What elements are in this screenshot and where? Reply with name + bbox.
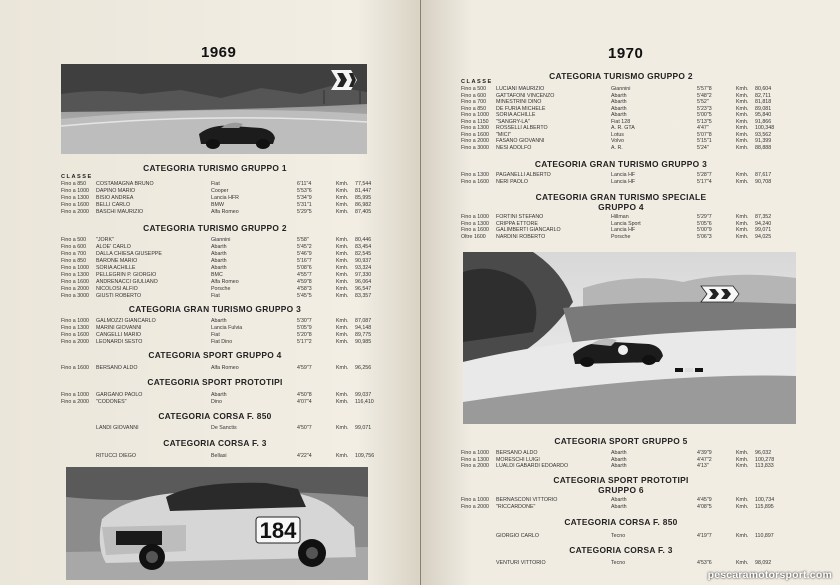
result-row: Fino a 2000 "RICCARDONE" Abarth 4'08"5 Kmh. 115,895 (461, 503, 774, 510)
result-row: Fino a 850 BARONE MARIO Abarth 5'16"7 Kmh. 90,937 (61, 258, 372, 264)
result-row: Fino a 2000 "CODONES" Dino 4'07"4 Kmh. 116,410 (61, 399, 374, 405)
result-row: Fino a 2000 FASANO GIOVANNI Volvo 5'15"1 Kmh. 91,399 (461, 138, 772, 144)
section-title-turismo-gruppo-1: CATEGORIA TURISMO GRUPPO 1 (143, 163, 287, 173)
section-title-corsa-f850: CATEGORIA CORSA F. 850 (158, 411, 272, 421)
result-row: Fino a 1600 BERSANO ALDO Alfa Romeo 4'59"7 Kmh. 96,256 (61, 365, 372, 371)
section-title-turismo-gruppo-2: CATEGORIA TURISMO GRUPPO 2 (143, 223, 287, 233)
photo-race-car-hill (61, 64, 367, 154)
result-row: LANDI GIOVANNI De Sanctis 4'50"7 Kmh. 99,071 (96, 425, 372, 431)
watermark-site: pescaramotorsport.com (707, 569, 832, 581)
photo-alfa-romeo-184 (66, 467, 368, 580)
result-row: Fino a 2000 NICOLOSI ALFIO Porsche 4'58"3 Kmh. 96,547 (61, 286, 372, 292)
result-row: Fino a 1300 MARINI GIOVANNI Lancia Fulvia 5'05"9 Kmh. 94,148 (61, 325, 372, 331)
result-row: RITUCCI DIEGO Bellasi 4'22"4 Kmh. 109,756 (96, 453, 375, 459)
result-row: Fino a 1300 BISIO ANDREA Lancia HFR 5'34"9 Kmh. 85,995 (61, 195, 372, 201)
result-row: Fino a 1000 BERNASCONI VITTORIO Abarth 4'45"9 Kmh. 100,734 (461, 497, 775, 503)
result-row: Fino a 1000 DAPINO MARIO Cooper 5'53"6 Kmh. 81,447 (61, 188, 372, 194)
section-title-turismo-gruppo-2: CATEGORIA TURISMO GRUPPO 2 (549, 71, 693, 81)
section-title-gran-turismo-speciale: CATEGORIA GRAN TURISMO SPECIALE (535, 192, 707, 202)
result-row: Fino a 1600 ANDRENACCI GIULIANO Alfa Romeo 4'59"8 Kmh. 96,064 (61, 279, 372, 285)
result-row: Oltre 1600 NARDINI ROBERTO Porsche 5'06"3 Kmh. 94,025 (461, 233, 772, 240)
result-row: Fino a 2000 BASCHI MAURIZIO Alfa Romeo 5'29"5 Kmh. 87,405 (61, 209, 372, 215)
section-title-gran-turismo-gruppo-3: CATEGORIA GRAN TURISMO GRUPPO 3 (534, 159, 708, 169)
section-title-corsa-f850: CATEGORIA CORSA F. 850 (564, 517, 678, 527)
result-row: Fino a 1150 "SANGRY-LA" Fiat 128 5'13"5 Kmh. 91,866 (461, 118, 772, 125)
result-row: Fino a 1000 BERSANO ALDO Abarth 4'39"9 Kmh. 96,032 (461, 450, 772, 456)
result-row: Fino a 1000 SORIA ACHILLE Abarth 5'08"6 Kmh. 93,324 (61, 265, 372, 271)
result-row: Fino a 1300 PELLEGRIN P. GIORGIO BMC 4'55"7 Kmh. 97,330 (61, 272, 372, 278)
section-title-corsa-f3: CATEGORIA CORSA F. 3 (163, 438, 267, 448)
classe-label: CLASSE (461, 79, 493, 85)
result-row: Fino a 600 ALOE' CARLO Abarth 5'45"2 Kmh. 83,454 (61, 244, 372, 250)
result-row: Fino a 1000 FORTINI STEFANO Hillman 5'29"7 Kmh. 87,352 (461, 214, 772, 220)
result-row: Fino a 850 COSTAMAGNA BRUNO Fiat 6'11"4 Kmh. 77,544 (61, 181, 372, 187)
race-car-number: 184 (259, 518, 297, 543)
result-row: Fino a 1600 GALIMBERTI GIANCARLO Lancia HF 5'00"9 Kmh. 99,071 (461, 227, 772, 233)
result-row: Fino a 3000 NESI ADOLFO A. R. 5'24" Kmh. 88,888 (461, 144, 772, 151)
result-row: VENTURI VITTORIO Tecno 4'53"6 Kmh. 98,092 (496, 560, 772, 566)
section-title-sport-prototipi: CATEGORIA SPORT PROTOTIPI (553, 475, 689, 485)
photo-prototype-mountain-road (463, 252, 796, 424)
result-row: Fino a 1300 PAGANELLI ALBERTO Lancia HF 5'28"7 Kmh. 87,617 (461, 172, 772, 178)
result-row: Fino a 500 "JORK" Giannini 5'58" Kmh. 80,446 (61, 237, 372, 243)
result-row: Fino a 1300 ROSSELLI ALBERTO A. R. GTA 4'47" Kmh. 100,348 (461, 125, 775, 131)
result-row: Fino a 3000 GIUSTI ROBERTO Fiat 5'45"5 Kmh. 83,357 (61, 293, 372, 299)
result-row: Fino a 700 DALLA CHIESA GIUSEPPE Abarth 5'46"9 Kmh. 82,545 (61, 251, 372, 257)
section-title-gran-turismo-gruppo-3: CATEGORIA GRAN TURISMO GRUPPO 3 (128, 304, 302, 314)
result-row: Fino a 1600 BELLI CARLO BMW 5'31"1 Kmh. 86,982 (61, 202, 372, 208)
result-row: Fino a 1300 CRIPPA ETTORE Lancia Sport 5'05"6 Kmh. 94,240 (461, 220, 772, 227)
right-page-1970 (421, 0, 840, 585)
result-row: Fino a 1600 "MICI" Lotus 5'07"8 Kmh. 93,562 (461, 131, 772, 138)
result-row: Fino a 1600 CANGELLI MARIO Fiat 5'20"8 Kmh. 89,775 (61, 332, 372, 338)
classe-label: CLASSE (61, 174, 93, 180)
year-heading-1969: 1969 (201, 44, 237, 61)
result-row: Fino a 850 DE FURIA MICHELE Abarth 5'23"3 Kmh. 89,081 (461, 105, 772, 112)
section-title-sport-gruppo-5: CATEGORIA SPORT GRUPPO 5 (554, 436, 688, 446)
section-title-sport-gruppo-4: CATEGORIA SPORT GRUPPO 4 (148, 350, 282, 360)
result-row: Fino a 1000 SORIA ACHILLE Abarth 5'00"5 Kmh. 95,840 (461, 112, 772, 118)
section-subtitle-gruppo-6: GRUPPO 6 (598, 485, 644, 495)
result-row: Fino a 1000 GALMOZZI GIANCARLO Abarth 5'30"7 Kmh. 87,087 (61, 318, 372, 324)
section-title-corsa-f3: CATEGORIA CORSA F. 3 (569, 545, 673, 555)
section-title-sport-prototipi: CATEGORIA SPORT PROTOTIPI (147, 377, 283, 387)
result-row: GIORGIO CARLO Tecno 4'19"7 Kmh. 110,897 (496, 533, 774, 539)
section-subtitle-gruppo-4: GRUPPO 4 (598, 202, 644, 212)
result-row: Fino a 1300 MORESCHI LUIGI Abarth 4'47"2 Kmh. 100,278 (461, 456, 775, 463)
result-row: Fino a 2000 LEONARDI SESTO Fiat Dino 5'17"2 Kmh. 90,985 (61, 339, 372, 345)
result-row: Fino a 1600 NERI PAOLO Lancia HF 5'17"4 Kmh. 90,708 (461, 178, 772, 185)
result-row: Fino a 1000 GARGANO PAOLO Abarth 4'50"8 Kmh. 99,037 (61, 392, 372, 398)
result-row: Fino a 2000 LUALDI GABARDI EDOARDO Abarth 4'13" Kmh. 113,833 (461, 463, 774, 469)
year-heading-1970: 1970 (608, 45, 644, 62)
result-row: Fino a 700 MINESTRINI DINO Abarth 5'52" Kmh. 81,818 (461, 99, 772, 105)
result-row: Fino a 500 LUCIANI MAURIZIO Giannini 5'57"8 Kmh. 80,604 (461, 86, 772, 92)
result-row: Fino a 600 GATTAFONI VINCENZO Abarth 5'48"2 Kmh. 82,711 (461, 92, 771, 99)
